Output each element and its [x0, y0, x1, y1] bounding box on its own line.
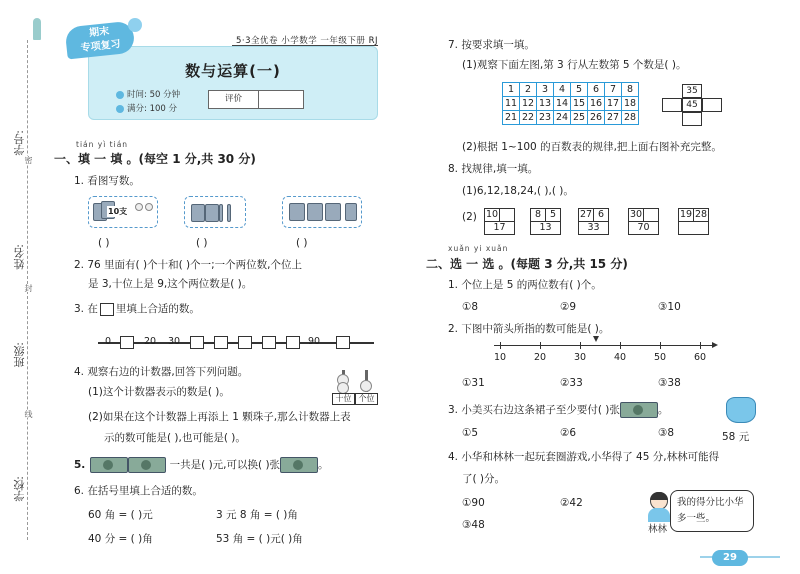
rocket-badge-icon	[128, 18, 142, 32]
s2-q4-opt1[interactable]: ①90	[462, 497, 485, 509]
axis-arrow-icon	[712, 342, 718, 348]
cross-bottom[interactable]	[682, 112, 702, 126]
abacus	[332, 370, 378, 402]
time-info: 时间: 50 分钟	[116, 88, 180, 100]
abacus-tens-label: 十位	[332, 393, 355, 405]
clock-icon	[116, 91, 124, 99]
name-label: 姓名:	[13, 244, 26, 270]
xian-mark: 线	[24, 410, 33, 418]
nl-blank-40[interactable]	[190, 336, 204, 349]
pair-2: 8 5 13	[530, 208, 562, 238]
s2-q4-opt2[interactable]: ②42	[560, 497, 583, 509]
q4-sub2-line2: 示的数可能是( ),也可能是( )。	[104, 432, 246, 444]
pair-1: 10 17	[484, 208, 516, 238]
s2-q1-opt3[interactable]: ③10	[658, 301, 681, 313]
kid-name: 林林	[648, 524, 668, 535]
q1-pic-b	[184, 196, 246, 228]
s1-heading: 一、填 一 填 。(每空 1 分,共 30 分)	[54, 152, 256, 166]
feng-mark: 封	[24, 284, 33, 292]
dress-icon	[726, 397, 756, 423]
meta-divider	[232, 45, 378, 46]
s2-q3: 3. 小美买右边这条裙子至少要付( )张 。	[448, 404, 669, 416]
cross-top: 35	[682, 84, 702, 98]
school-label: 学校:	[13, 476, 26, 502]
banknote-icon	[620, 402, 658, 418]
q6-r2c1: 40 分 = ( )角	[88, 533, 153, 545]
nl-blank-60[interactable]	[238, 336, 252, 349]
q8-sub1: (1)6,12,18,24,( ),( )。	[462, 185, 574, 197]
s2-q4-line1: 4. 小华和林林一起玩套圈游戏,小华得了 45 分,林林可能得	[448, 451, 720, 463]
q7-sub1: (1)观察下面左图,第 3 行从左数第 5 个数是( )。	[462, 59, 687, 71]
score-icon	[116, 105, 124, 113]
q8-sub2: (2)	[462, 211, 477, 223]
q2-line2: 是 3,十位上是 9,这个两位数是( )。	[88, 278, 253, 290]
s2-q2: 2. 下图中箭头所指的数可能是( )。	[448, 323, 610, 335]
s2-number-line: 10 20 30 40 50 60	[494, 342, 718, 368]
nl-blank-100[interactable]	[336, 336, 350, 349]
number-label: 学号:	[13, 130, 26, 156]
abacus-ones-label: 个位	[355, 393, 378, 405]
banknote-icon	[90, 457, 128, 473]
s2-q1: 1. 个位上是 5 的两位数有( )个。	[448, 279, 602, 291]
nl-label-20: 20	[143, 336, 157, 347]
nl-label-30: 30	[167, 336, 181, 347]
q1-pic-a	[88, 196, 158, 228]
s2-q4-line2: 了( )分。	[462, 473, 506, 485]
pointer-arrow-icon	[593, 336, 599, 342]
bundle-label: 10支	[108, 207, 128, 216]
s2-pinyin: xuǎn yi xuǎn	[448, 244, 509, 253]
q1-answer-3[interactable]: ( )	[296, 237, 308, 249]
s2-q2-opt1[interactable]: ①31	[462, 377, 485, 389]
q4-sub1: (1)这个计数器表示的数是( )。	[88, 386, 230, 398]
q7-sub2: (2)根据 1~100 的百数表的规律,把上面右图补充完整。	[462, 141, 722, 153]
q3-number-line	[98, 336, 378, 356]
dress-price: 58 元	[722, 431, 750, 443]
banknote-icon	[280, 457, 318, 473]
seal-mark: 密	[24, 156, 33, 164]
pair-3: 27 6 33	[578, 208, 610, 238]
class-label: 班级:	[13, 342, 26, 368]
s2-q1-opt1[interactable]: ①8	[462, 301, 479, 313]
q7-text: 7. 按要求填一填。	[448, 39, 535, 51]
pair-4: 30 70	[628, 208, 660, 238]
q1-text: 1. 看图写数。	[74, 175, 140, 187]
q6-r1c1: 60 角 = ( )元	[88, 509, 153, 521]
s2-q4-opt3[interactable]: ③48	[462, 519, 485, 531]
q5-text: 5. 一共是( )元,可以换( )张 。	[74, 459, 329, 471]
score-info: 满分: 100 分	[116, 102, 177, 114]
grade-label: 评价	[209, 91, 259, 108]
banknote-icon	[128, 457, 166, 473]
q2-line1: 2. 76 里面有( )个十和( )个一;一个两位数,个位上	[74, 259, 302, 271]
s2-q2-opt2[interactable]: ②33	[560, 377, 583, 389]
kid-icon	[648, 492, 672, 518]
q3-box-sample	[100, 303, 114, 316]
nl-blank-70[interactable]	[262, 336, 276, 349]
rocket-icon	[33, 18, 41, 40]
cross-grid	[662, 84, 726, 132]
nl-blank-50[interactable]	[214, 336, 228, 349]
s2-q3-opt2[interactable]: ②6	[560, 427, 577, 439]
page-title: 数与运算(一)	[185, 62, 281, 80]
cross-left[interactable]	[662, 98, 682, 112]
q1-answer-1[interactable]: ( )	[98, 237, 110, 249]
q4-sub2-line1: (2)如果在这个计数器上再添上 1 颗珠子,那么计数器上表	[88, 411, 351, 423]
q4-text: 4. 观察右边的计数器,回答下列问题。	[74, 366, 249, 378]
s2-q1-opt2[interactable]: ②9	[560, 301, 577, 313]
hundred-grid: 1 2 3 4 5 6 7 8 11 12 13 14 15 16 17 18 21 22 23 24 25 26 27 28	[502, 82, 639, 125]
page-number: 29	[712, 550, 748, 566]
q6-r1c2: 3 元 8 角 = ( )角	[216, 509, 298, 521]
speech-bubble: 我的得分比小华多一些。	[670, 490, 754, 532]
pair-5: 19 28	[678, 208, 710, 238]
s2-q3-opt3[interactable]: ③8	[658, 427, 675, 439]
s2-q2-opt3[interactable]: ③38	[658, 377, 681, 389]
grade-box[interactable]	[208, 90, 304, 109]
nl-blank-10[interactable]	[120, 336, 134, 349]
s2-q3-opt1[interactable]: ①5	[462, 427, 479, 439]
cross-mid: 45	[682, 98, 702, 112]
s2-heading: 二、选 一 选 。(每题 3 分,共 15 分)	[426, 257, 628, 271]
cross-right[interactable]	[702, 98, 722, 112]
q8-text: 8. 找规律,填一填。	[448, 163, 539, 175]
review-tag: 期末 专项复习	[65, 21, 136, 60]
s1-pinyin: tián yì tián	[76, 140, 129, 149]
q1-answer-2[interactable]: ( )	[196, 237, 208, 249]
nl-label-90: 90	[307, 336, 321, 347]
q6-r2c2: 53 角 = ( )元( )角	[216, 533, 303, 545]
nl-label-0: 0	[104, 336, 112, 347]
q1-pic-c	[282, 196, 362, 228]
q3-text: 3. 在 里填上合适的数。	[74, 303, 200, 315]
book-meta: 5·3全优卷 小学数学 一年级下册 RJ	[236, 36, 379, 46]
nl-blank-80[interactable]	[286, 336, 300, 349]
q6-text: 6. 在括号里填上合适的数。	[74, 485, 203, 497]
